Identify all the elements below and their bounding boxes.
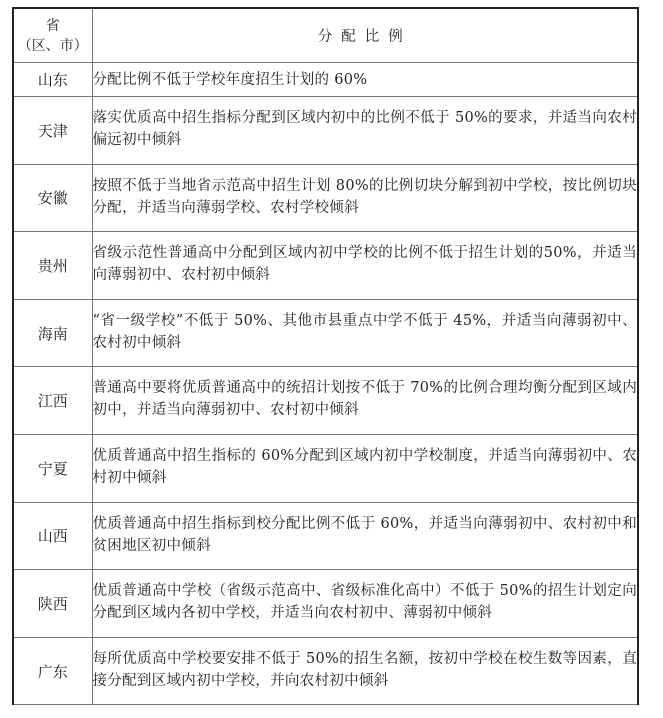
province-cell: 天津: [13, 97, 92, 165]
description-cell: 分配比例不低于学校年度招生计划的 60%: [92, 63, 638, 97]
header-ratio: 分配比例: [92, 8, 638, 63]
table-row: [13, 164, 638, 232]
table-row: [13, 637, 638, 705]
table-header-row: [13, 8, 638, 63]
province-cell: 江西: [13, 367, 92, 435]
description-cell: 按照不低于当地省示范高中招生计划 80%的比例切块分解到初中学校，按比例切块分配，并适当向薄弱学校、农村学校倾斜: [92, 164, 638, 232]
province-cell: 宁夏: [13, 434, 92, 502]
description-cell: 省级示范性普通高中分配到区域内初中学校的比例不低于招生计划的50%，并适当向薄弱初中、农村初中倾斜: [92, 232, 638, 300]
table-row: [13, 502, 638, 570]
table-row: [13, 63, 638, 97]
table-row: [13, 570, 638, 638]
province-cell: 山东: [13, 63, 92, 97]
allocation-ratio-table: [12, 7, 639, 705]
province-cell: 陕西: [13, 570, 92, 638]
description-cell: 优质普通高中招生指标到校分配比例不低于 60%，并适当向薄弱初中、农村初中和贫困地区初中倾斜: [92, 502, 638, 570]
description-cell: 优质普通高中招生指标的 60%分配到区域内初中学校制度，并适当向薄弱初中、农村初中倾斜: [92, 434, 638, 502]
table-row: [13, 367, 638, 435]
description-cell: 每所优质高中学校要安排不低于 50%的招生名额，按初中学校在校生数等因素，直接分配到区域内初中学校，并向农村初中倾斜: [92, 637, 638, 705]
province-cell: 广东: [13, 637, 92, 705]
description-cell: 优质普通高中学校（省级示范高中、省级标准化高中）不低于 50%的招生计划定向分配到区域内各初中学校，并适当向农村初中、薄弱初中倾斜: [92, 570, 638, 638]
province-cell: 海南: [13, 299, 92, 367]
description-cell: “省一级学校”不低于 50%、其他市县重点中学不低于 45%，并适当向薄弱初中、农村初中倾斜: [92, 299, 638, 367]
table-row: [13, 232, 638, 300]
province-cell: 安徽: [13, 164, 92, 232]
table-row: [13, 434, 638, 502]
header-province-line1: 省: [45, 17, 60, 34]
province-cell: 贵州: [13, 232, 92, 300]
header-province: [13, 8, 92, 63]
header-province-line2: （区、市）: [17, 37, 88, 54]
description-cell: 落实优质高中招生指标分配到区域内初中的比例不低于 50%的要求，并适当向农村偏远初中倾斜: [92, 97, 638, 165]
description-cell: 普通高中要将优质普通高中的统招计划按不低于 70%的比例合理均衡分配到区域内初中，并适当向薄弱初中、农村初中倾斜: [92, 367, 638, 435]
province-cell: 山西: [13, 502, 92, 570]
table-row: [13, 97, 638, 165]
table-row: [13, 299, 638, 367]
